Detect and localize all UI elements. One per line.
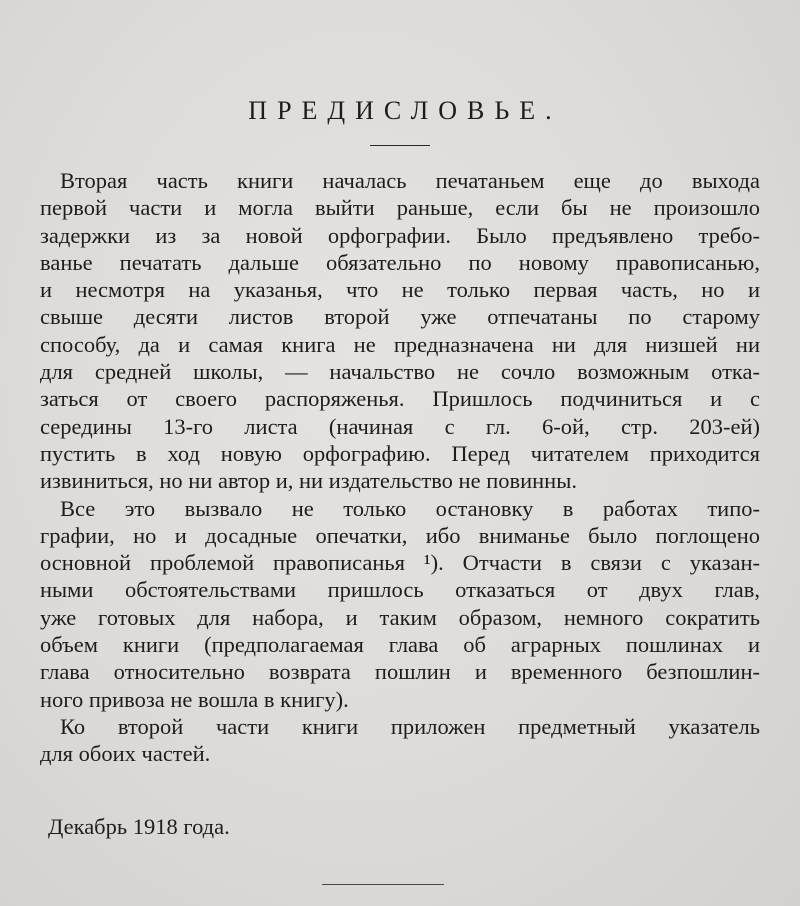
text-line: извиниться, но ни автор и, ни издательство не повинны.	[40, 468, 577, 494]
text-line: ными обстоятельствами пришлось отказаться от двух глав,	[40, 577, 760, 603]
text-line: пустить в ход новую орфографию. Перед читателем приходится	[40, 440, 760, 466]
text-line: объем книги (предполагаемая глава об аграрных пошлинах и	[40, 632, 760, 658]
text-line: первой части и могла выйти раньше, если бы не произошло	[40, 195, 760, 221]
text-line: основной проблемой правописанья ¹). Отчасти в связи с указан-	[40, 550, 760, 576]
text-line: задержки из за новой орфографии. Было предъявлено требо-	[40, 222, 760, 248]
text-line: глава относительно возврата пошлин и временного безпошлин-	[40, 659, 760, 685]
text-line: способу, да и самая книга не предназначена ни для низшей ни	[40, 331, 760, 357]
footer-divider	[322, 884, 444, 885]
text-line: ного привоза не вошла в книгу).	[40, 686, 349, 712]
text-line: свыше десяти листов второй уже отпечатаны по старому	[40, 304, 760, 330]
preface-text	[40, 167, 760, 768]
text-line: заться от своего распоряженья. Пришлось подчиниться и с	[40, 386, 760, 412]
text-line: Вторая часть книги началась печатаньем еще до выхода	[60, 168, 760, 193]
title-divider	[370, 145, 430, 146]
text-line: для средней школы, — начальство не сочло возможным отка-	[40, 359, 760, 385]
text-line: Все это вызвало не только остановку в работах типо-	[60, 495, 760, 521]
date-signature: Декабрь 1918 года.	[48, 814, 230, 839]
page-title: ПРЕДИСЛОВЬЕ.	[248, 96, 562, 125]
text-line: середины 13-го листа (начиная с гл. 6-ой, стр. 203-ей)	[40, 413, 760, 439]
text-line: уже готовых для набора, и таким образом, немного сократить	[40, 604, 760, 630]
text-line: для обоих частей.	[40, 741, 211, 767]
text-line: графии, но и досадные опечатки, ибо вниманье было поглощено	[40, 522, 760, 548]
text-line: и несмотря на указанья, что не только первая часть, но и	[40, 277, 760, 303]
text-line: ванье печатать дальше обязательно по новому правописанью,	[40, 249, 760, 275]
text-line: Ко второй части книги приложен предметный указатель	[60, 713, 760, 739]
